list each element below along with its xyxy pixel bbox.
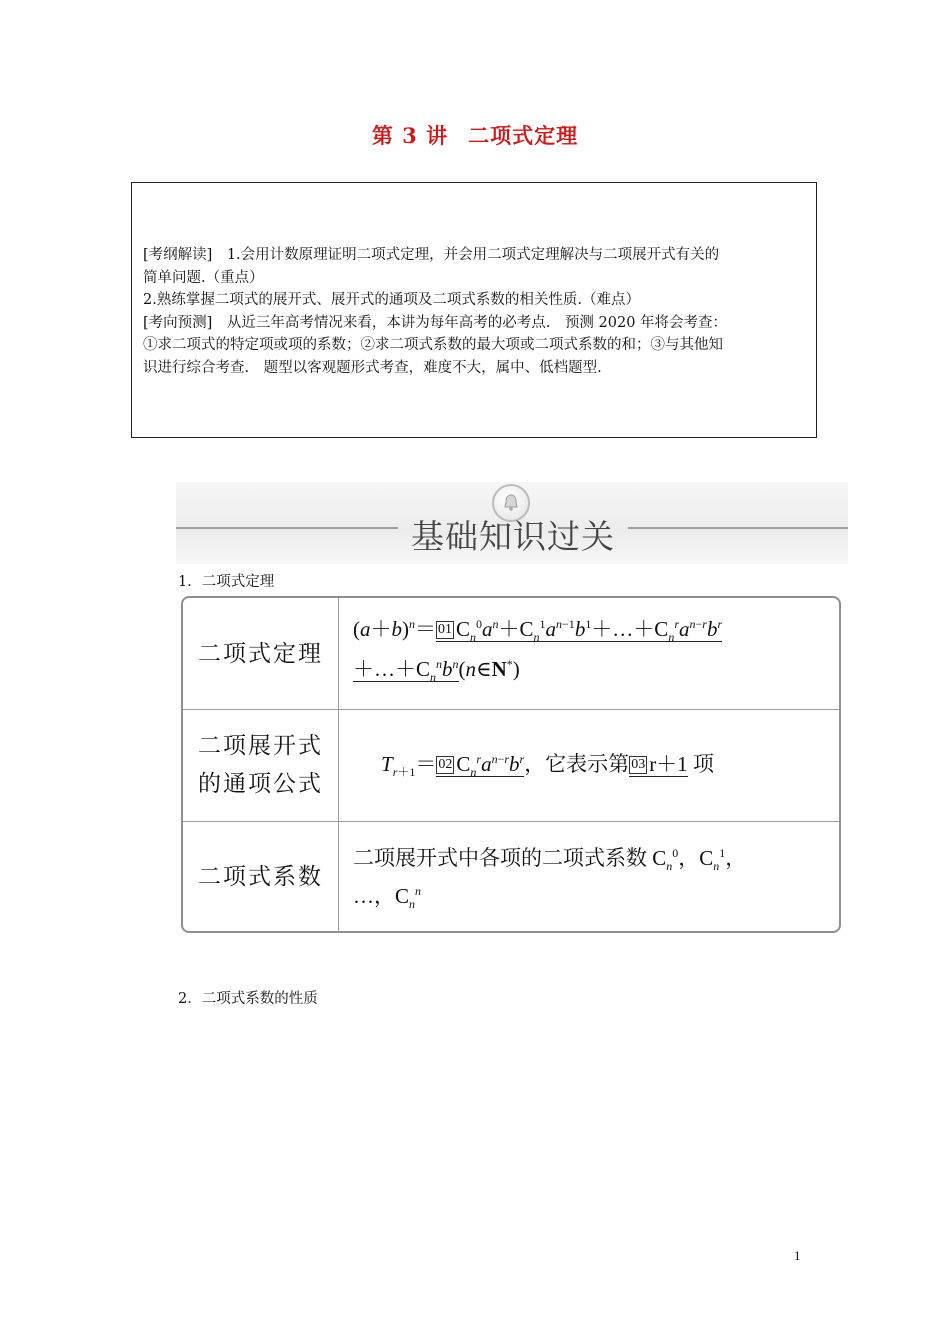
outline-line: ①求二项式的特定项或项的系数；②求二项式系数的最大项或二项式系数的和；③与其他知 xyxy=(143,337,723,353)
coefficient-text: 二项展开式中各项的二项式系数 C xyxy=(353,846,667,870)
outline-text xyxy=(143,244,813,379)
section-banner xyxy=(176,482,848,564)
coefficient-description: 二项展开式中各项的二项式系数 $C_n^0$，$C_n^1$， …，$C_n^n$ xyxy=(353,846,747,912)
outline-line: 识进行综合考查. 题型以客观题形式考查，难度不大，属中、低档题型. xyxy=(143,359,602,376)
general-term-text: ，它表示第 xyxy=(524,752,630,776)
row-label-theorem: 二项式定理 xyxy=(183,598,339,709)
blank-number: 01 xyxy=(438,622,452,637)
general-term-formula: $T_{r+1}= 02$ $C_n^ra^{n-r}b^r$，它表示第 03 r＋1 项 xyxy=(381,752,714,780)
term-index: r＋1 xyxy=(649,752,688,776)
row-label-line: 的通项公式 xyxy=(198,771,323,797)
section-heading-2: 2．二项式系数的性质 xyxy=(178,991,318,1007)
outline-line: 2.熟练掌握二项式的展开式、展开式的通项及二项式系数的相关性质.（难点） xyxy=(143,292,640,308)
lecture-number: 第 3 讲 xyxy=(371,123,449,148)
theorem-formula: $(a+b)^n= 01$ $C_n^0a^n+C_n^1a^{n-1}b^1+\dots+C_n^ra^{n-r}b^r$ $+\dots+C_n^nb^n(n\in N^*)$ xyxy=(353,617,723,685)
coefficient-text-2: …，C xyxy=(353,884,410,908)
page-title xyxy=(0,120,950,150)
blank-number: 03 xyxy=(631,757,646,772)
row-label-general-term xyxy=(183,709,339,821)
section-heading-1: 1．二项式定理 xyxy=(178,574,275,590)
banner-rule-left xyxy=(176,527,398,529)
lecture-topic: 二项式定理 xyxy=(468,123,579,148)
page-number: 1 xyxy=(794,1248,801,1263)
outline-line: [考纲解读] 1.会用计数原理证明二项式定理，并会用二项式定理解决与二项展开式有关的 xyxy=(143,247,720,263)
outline-line: 简单问题.（重点） xyxy=(143,269,264,286)
banner-title: 基础知识过关 xyxy=(411,517,615,556)
binomial-table xyxy=(181,596,841,933)
row-label-coefficient: 二项式系数 xyxy=(183,821,339,933)
table-row xyxy=(183,821,839,933)
banner-rule-right xyxy=(628,527,848,529)
row-label-line: 二项展开式 xyxy=(198,733,323,759)
general-term-tail: 项 xyxy=(692,752,714,776)
table-row xyxy=(183,598,839,710)
blank-number: 02 xyxy=(438,757,453,772)
table-row xyxy=(183,709,839,822)
outline-line: [考向预测] 从近三年高考情况来看，本讲为每年高考的必考点. 预测 2020 年将会考查： xyxy=(143,314,728,331)
